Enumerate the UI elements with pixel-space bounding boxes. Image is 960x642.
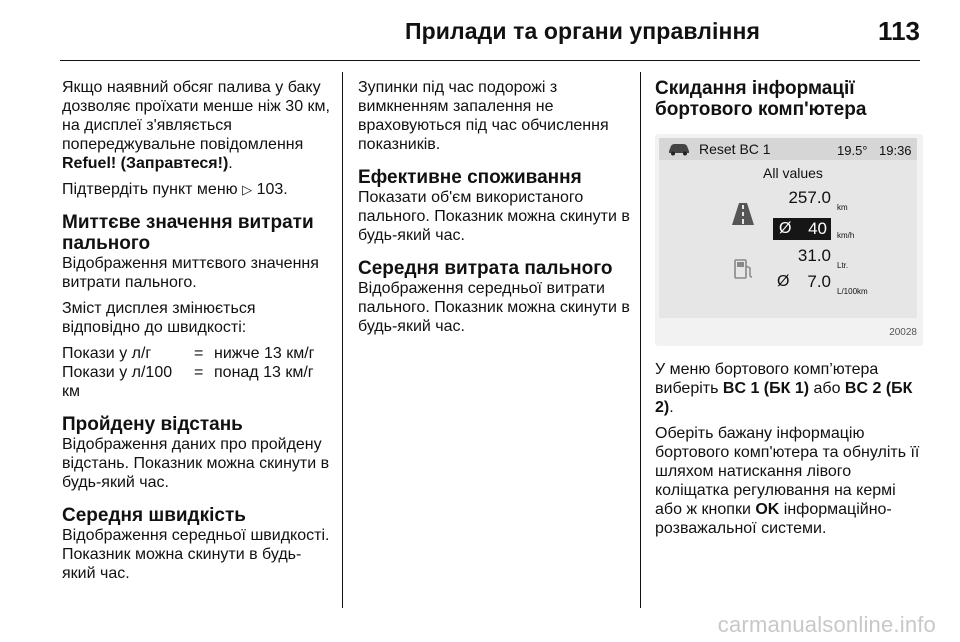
heading-average-consumption: Середня витрата пального [358,258,613,279]
reset-instructions-text: Оберіть бажану інформацію бортового комп'ютера та обнуліть її шляхом натискання лівого коліщатка регулювання на кермі або ж кнопки OK інформаційно-розважальної системи. [655,425,920,537]
page-reference-arrow-icon: ▷ [242,182,253,197]
column-divider-1 [342,72,343,608]
column-2 [358,78,630,343]
fuel-used-value: 31.0 [797,246,831,265]
car-icon [667,142,691,156]
distance-text: Відображення даних про пройдену відстань. Показник можна скинути в будь-який час. [62,436,330,491]
average-consumption-text: Відображення середньої витрати пального. Показник можна скинути в будь-який час. [358,280,630,335]
figure-code: 20028 [889,327,917,338]
column-3 [655,78,925,545]
heading-average-speed: Середня швидкість [62,505,246,526]
average-speed-text: Відображення середньої швидкості. Показник можна скинути в будь-який час. [62,527,330,582]
display-clock: 19:36 [879,143,912,158]
distance-value: 257.0 [788,188,831,207]
average-speed-highlight [773,218,831,240]
fuel-used-unit: Ltr. [837,261,849,270]
header-rule [60,60,920,61]
display-status-bar [659,138,917,160]
effective-consumption-text: Показати об'єм використаного пального. Показник можна скинути в будь-який час. [358,189,630,244]
display-temperature: 19.5° [837,143,868,158]
fuel-pump-icon [733,258,755,280]
page-reference-link[interactable]: 103. [256,181,288,198]
average-consumption-value: 7.0 [807,272,831,291]
road-icon [731,202,755,226]
display-screen [659,138,917,318]
speed-rule-row: Покази у л/100 км = понад 13 км/г [62,364,314,400]
page-title: Прилади та органи управління [405,18,760,44]
stops-text: Зупинки під час подорожі з вимкненням запалення не враховуються під час обчислення показників. [358,79,609,153]
heading-reset-trip-computer: Скидання інформації бортового комп'ютера [655,78,867,120]
average-consumption-unit: L/100km [837,287,868,296]
display-subtitle: All values [763,165,823,181]
average-speed-value: 40 [808,219,827,238]
instant-consumption-text: Відображення миттєвого значення витрати пального. [62,255,319,291]
refuel-message: Refuel! (Заправтеся!) [62,155,229,172]
trip-computer-display-figure [655,134,923,346]
heading-distance: Пройдену відстань [62,414,243,435]
refuel-paragraph: Якщо наявний обсяг палива у баку дозволяє проїхати менше ніж 30 км, на дисплеї з'являється попереджувальне повідомлення Refuel! (Заправтеся!). [62,79,330,172]
average-symbol-icon: Ø [777,273,790,290]
average-speed-unit: km/h [837,231,855,240]
display-content-text: Зміст дисплея змінюється відповідно до швидкості: [62,300,256,336]
distance-unit: km [837,203,848,212]
display-menu-title: Reset BC 1 [699,141,771,157]
page-number: 113 [878,16,920,46]
heading-instant-consumption: Миттєве значення витрати пального [62,212,314,254]
column-1 [62,78,332,590]
column-divider-2 [640,72,641,608]
confirm-paragraph: Підтвердіть пункт меню ▷ 103. [62,181,288,198]
watermark-text: carmanualsonline.info [717,612,936,637]
heading-effective-consumption: Ефективне споживання [358,167,582,188]
average-symbol-icon: Ø [779,220,792,237]
speed-rule-row: Покази у л/г = нижче 13 км/г [62,345,315,362]
select-menu-text: У меню бортового комп’ютера виберіть BC 1 (БК 1) або BC 2 (БК 2). [655,361,913,416]
